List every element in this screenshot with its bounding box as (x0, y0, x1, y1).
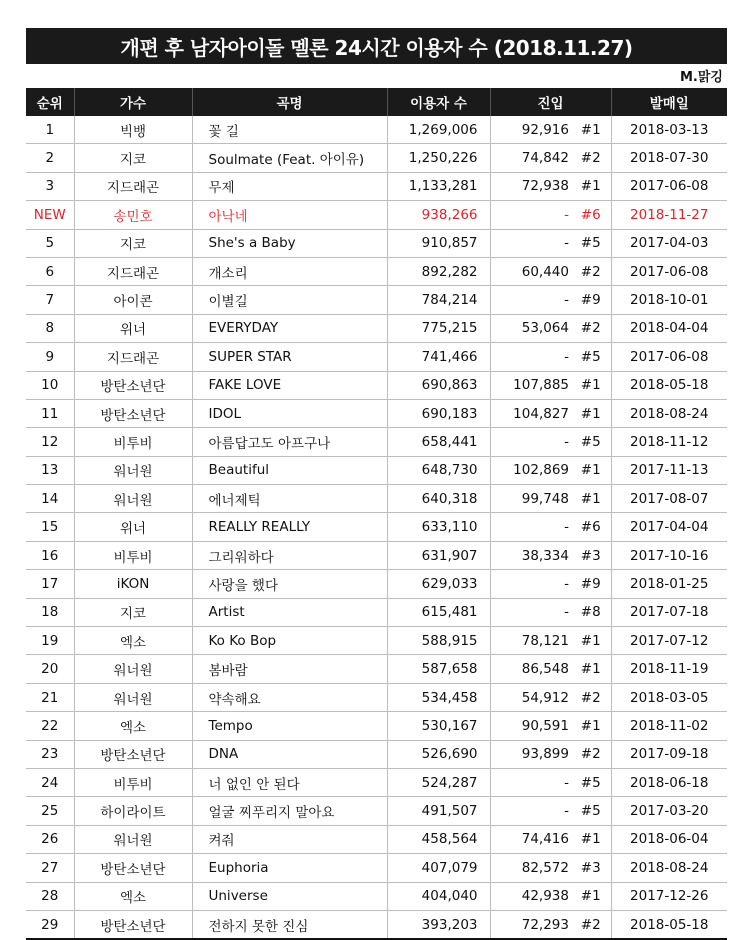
cell-artist: 위너 (74, 314, 192, 342)
cell-peak-rank: #1 (571, 172, 611, 200)
cell-rank: 9 (26, 343, 74, 371)
cell-song: 에너제틱 (192, 485, 387, 513)
cell-release-date: 2018-11-27 (611, 201, 727, 229)
cell-song: Tempo (192, 712, 387, 740)
table-row (26, 655, 727, 683)
cell-song: 사랑을 했다 (192, 570, 387, 598)
cell-song: Soulmate (Feat. 아이유) (192, 144, 387, 172)
table-header-row (26, 88, 727, 116)
cell-entry: 93,899 (490, 740, 571, 768)
cell-release-date: 2018-01-25 (611, 570, 727, 598)
cell-peak-rank: #2 (571, 314, 611, 342)
table-row (26, 683, 727, 711)
cell-artist: 비투비 (74, 768, 192, 796)
cell-entry: 107,885 (490, 371, 571, 399)
cell-artist: 비투비 (74, 541, 192, 569)
cell-rank: 27 (26, 854, 74, 882)
cell-song: 그리워하다 (192, 541, 387, 569)
cell-entry: - (490, 343, 571, 371)
cell-peak-rank: #5 (571, 428, 611, 456)
cell-artist: 송민호 (74, 201, 192, 229)
cell-artist: iKON (74, 570, 192, 598)
table-row (26, 910, 727, 939)
cell-artist: 엑소 (74, 712, 192, 740)
cell-rank: 18 (26, 598, 74, 626)
cell-rank: 2 (26, 144, 74, 172)
cell-release-date: 2017-07-12 (611, 627, 727, 655)
cell-peak-rank: #3 (571, 854, 611, 882)
cell-song: DNA (192, 740, 387, 768)
cell-release-date: 2017-06-08 (611, 257, 727, 285)
cell-users: 892,282 (387, 257, 490, 285)
cell-song: 전하지 못한 진심 (192, 910, 387, 939)
cell-artist: 엑소 (74, 882, 192, 910)
cell-users: 526,690 (387, 740, 490, 768)
cell-rank: 3 (26, 172, 74, 200)
cell-peak-rank: #1 (571, 882, 611, 910)
cell-song: EVERYDAY (192, 314, 387, 342)
cell-artist: 방탄소년단 (74, 740, 192, 768)
cell-entry: 72,938 (490, 172, 571, 200)
table-row (26, 768, 727, 796)
cell-peak-rank: #2 (571, 257, 611, 285)
cell-entry: - (490, 428, 571, 456)
cell-release-date: 2017-12-26 (611, 882, 727, 910)
cell-song: 꽃 길 (192, 116, 387, 144)
cell-entry: - (490, 201, 571, 229)
cell-peak-rank: #5 (571, 343, 611, 371)
table-row (26, 541, 727, 569)
cell-entry: 102,869 (490, 456, 571, 484)
cell-users: 775,215 (387, 314, 490, 342)
cell-release-date: 2017-08-07 (611, 485, 727, 513)
cell-rank: 26 (26, 825, 74, 853)
cell-song: She's a Baby (192, 229, 387, 257)
cell-users: 741,466 (387, 343, 490, 371)
cell-song: Euphoria (192, 854, 387, 882)
cell-artist: 지코 (74, 598, 192, 626)
cell-peak-rank: #9 (571, 286, 611, 314)
cell-users: 588,915 (387, 627, 490, 655)
cell-rank: 19 (26, 627, 74, 655)
cell-rank: 20 (26, 655, 74, 683)
cell-peak-rank: #1 (571, 116, 611, 144)
cell-artist: 방탄소년단 (74, 371, 192, 399)
cell-song: Beautiful (192, 456, 387, 484)
cell-song: IDOL (192, 399, 387, 427)
cell-artist: 워너원 (74, 683, 192, 711)
table-row (26, 627, 727, 655)
cell-rank: 13 (26, 456, 74, 484)
cell-release-date: 2018-11-12 (611, 428, 727, 456)
author-credit: M.맑깅 (680, 70, 723, 85)
header-entry: 진입 (490, 88, 611, 116)
table-row (26, 882, 727, 910)
cell-rank: 14 (26, 485, 74, 513)
table-row (26, 201, 727, 229)
cell-entry: 74,416 (490, 825, 571, 853)
cell-peak-rank: #1 (571, 825, 611, 853)
header-song: 곡명 (192, 88, 387, 116)
cell-users: 407,079 (387, 854, 490, 882)
cell-users: 910,857 (387, 229, 490, 257)
cell-users: 784,214 (387, 286, 490, 314)
cell-artist: 빅뱅 (74, 116, 192, 144)
cell-artist: 워너원 (74, 456, 192, 484)
cell-song: SUPER STAR (192, 343, 387, 371)
cell-peak-rank: #2 (571, 683, 611, 711)
cell-users: 534,458 (387, 683, 490, 711)
cell-users: 1,269,006 (387, 116, 490, 144)
cell-song: REALLY REALLY (192, 513, 387, 541)
cell-entry: 42,938 (490, 882, 571, 910)
cell-users: 658,441 (387, 428, 490, 456)
cell-peak-rank: #6 (571, 513, 611, 541)
cell-release-date: 2017-04-04 (611, 513, 727, 541)
table-row (26, 854, 727, 882)
cell-song: 아름답고도 아프구나 (192, 428, 387, 456)
cell-release-date: 2018-10-01 (611, 286, 727, 314)
cell-artist: 워너원 (74, 825, 192, 853)
cell-entry: - (490, 768, 571, 796)
cell-rank: 17 (26, 570, 74, 598)
cell-rank: NEW (26, 201, 74, 229)
header-rank: 순위 (26, 88, 74, 116)
cell-artist: 엑소 (74, 627, 192, 655)
table-row (26, 513, 727, 541)
cell-song: Ko Ko Bop (192, 627, 387, 655)
cell-users: 631,907 (387, 541, 490, 569)
cell-rank: 10 (26, 371, 74, 399)
table-row (26, 428, 727, 456)
table-row (26, 797, 727, 825)
table-row (26, 485, 727, 513)
table-row (26, 740, 727, 768)
cell-song: FAKE LOVE (192, 371, 387, 399)
cell-entry: - (490, 797, 571, 825)
cell-release-date: 2018-03-05 (611, 683, 727, 711)
header-release: 발매일 (611, 88, 727, 116)
cell-users: 393,203 (387, 910, 490, 939)
cell-song: 너 없인 안 된다 (192, 768, 387, 796)
cell-artist: 지드래곤 (74, 343, 192, 371)
cell-rank: 22 (26, 712, 74, 740)
cell-artist: 워너원 (74, 655, 192, 683)
cell-peak-rank: #1 (571, 485, 611, 513)
cell-release-date: 2018-11-02 (611, 712, 727, 740)
table-row (26, 712, 727, 740)
cell-users: 690,863 (387, 371, 490, 399)
cell-release-date: 2017-06-08 (611, 172, 727, 200)
cell-artist: 워너원 (74, 485, 192, 513)
cell-entry: 53,064 (490, 314, 571, 342)
cell-users: 640,318 (387, 485, 490, 513)
cell-peak-rank: #1 (571, 371, 611, 399)
table-row (26, 825, 727, 853)
cell-peak-rank: #2 (571, 144, 611, 172)
table-row (26, 116, 727, 144)
cell-entry: 78,121 (490, 627, 571, 655)
table-row (26, 144, 727, 172)
cell-entry: 38,334 (490, 541, 571, 569)
cell-entry: - (490, 513, 571, 541)
cell-artist: 방탄소년단 (74, 399, 192, 427)
cell-release-date: 2017-11-13 (611, 456, 727, 484)
cell-peak-rank: #1 (571, 655, 611, 683)
cell-release-date: 2017-07-18 (611, 598, 727, 626)
cell-peak-rank: #5 (571, 797, 611, 825)
cell-rank: 25 (26, 797, 74, 825)
table-row (26, 399, 727, 427)
cell-entry: 74,842 (490, 144, 571, 172)
cell-users: 587,658 (387, 655, 490, 683)
cell-entry: - (490, 598, 571, 626)
cell-users: 530,167 (387, 712, 490, 740)
cell-release-date: 2017-10-16 (611, 541, 727, 569)
cell-song: 약속해요 (192, 683, 387, 711)
cell-song: 봄바람 (192, 655, 387, 683)
cell-song: 얼굴 찌푸리지 말아요 (192, 797, 387, 825)
cell-rank: 7 (26, 286, 74, 314)
table-row (26, 172, 727, 200)
cell-release-date: 2017-03-20 (611, 797, 727, 825)
cell-artist: 지코 (74, 144, 192, 172)
cell-artist: 아이콘 (74, 286, 192, 314)
cell-rank: 6 (26, 257, 74, 285)
table-row (26, 598, 727, 626)
page-title: 개편 후 남자아이돌 멜론 24시간 이용자 수 (2018.11.27) (26, 28, 727, 64)
header-artist: 가수 (74, 88, 192, 116)
cell-peak-rank: #1 (571, 399, 611, 427)
cell-entry: 104,827 (490, 399, 571, 427)
cell-release-date: 2017-06-08 (611, 343, 727, 371)
cell-artist: 지드래곤 (74, 172, 192, 200)
cell-release-date: 2018-08-24 (611, 854, 727, 882)
cell-song: Universe (192, 882, 387, 910)
cell-rank: 24 (26, 768, 74, 796)
cell-entry: 60,440 (490, 257, 571, 285)
cell-users: 690,183 (387, 399, 490, 427)
cell-entry: - (490, 286, 571, 314)
table-row (26, 570, 727, 598)
cell-release-date: 2018-05-18 (611, 910, 727, 939)
cell-entry: 90,591 (490, 712, 571, 740)
cell-rank: 23 (26, 740, 74, 768)
cell-users: 524,287 (387, 768, 490, 796)
cell-rank: 8 (26, 314, 74, 342)
cell-users: 491,507 (387, 797, 490, 825)
cell-song: 이별길 (192, 286, 387, 314)
cell-peak-rank: #6 (571, 201, 611, 229)
cell-artist: 지드래곤 (74, 257, 192, 285)
user-count-table (26, 88, 727, 940)
cell-song: 아낙네 (192, 201, 387, 229)
cell-users: 938,266 (387, 201, 490, 229)
cell-release-date: 2018-08-24 (611, 399, 727, 427)
cell-rank: 1 (26, 116, 74, 144)
cell-artist: 위너 (74, 513, 192, 541)
cell-artist: 방탄소년단 (74, 910, 192, 939)
cell-release-date: 2017-04-03 (611, 229, 727, 257)
cell-release-date: 2018-06-04 (611, 825, 727, 853)
cell-users: 633,110 (387, 513, 490, 541)
header-users: 이용자 수 (387, 88, 490, 116)
cell-peak-rank: #2 (571, 740, 611, 768)
cell-rank: 5 (26, 229, 74, 257)
cell-users: 629,033 (387, 570, 490, 598)
cell-artist: 하이라이트 (74, 797, 192, 825)
cell-song: 켜줘 (192, 825, 387, 853)
cell-entry: 72,293 (490, 910, 571, 939)
cell-users: 1,133,281 (387, 172, 490, 200)
cell-song: Artist (192, 598, 387, 626)
cell-artist: 방탄소년단 (74, 854, 192, 882)
table-row (26, 257, 727, 285)
cell-release-date: 2018-04-04 (611, 314, 727, 342)
cell-entry: 82,572 (490, 854, 571, 882)
cell-rank: 15 (26, 513, 74, 541)
cell-song: 개소리 (192, 257, 387, 285)
cell-release-date: 2018-11-19 (611, 655, 727, 683)
cell-users: 648,730 (387, 456, 490, 484)
cell-rank: 21 (26, 683, 74, 711)
cell-artist: 비투비 (74, 428, 192, 456)
cell-release-date: 2018-07-30 (611, 144, 727, 172)
cell-peak-rank: #3 (571, 541, 611, 569)
table-row (26, 314, 727, 342)
cell-release-date: 2018-06-18 (611, 768, 727, 796)
cell-entry: 86,548 (490, 655, 571, 683)
cell-peak-rank: #2 (571, 910, 611, 939)
cell-users: 1,250,226 (387, 144, 490, 172)
cell-entry: 54,912 (490, 683, 571, 711)
cell-peak-rank: #1 (571, 627, 611, 655)
cell-peak-rank: #5 (571, 229, 611, 257)
cell-rank: 29 (26, 910, 74, 939)
cell-entry: 92,916 (490, 116, 571, 144)
cell-users: 615,481 (387, 598, 490, 626)
cell-peak-rank: #1 (571, 456, 611, 484)
cell-entry: - (490, 570, 571, 598)
cell-peak-rank: #5 (571, 768, 611, 796)
table-row (26, 343, 727, 371)
cell-rank: 28 (26, 882, 74, 910)
table-row (26, 371, 727, 399)
table-row (26, 456, 727, 484)
cell-rank: 12 (26, 428, 74, 456)
cell-entry: 99,748 (490, 485, 571, 513)
cell-users: 404,040 (387, 882, 490, 910)
cell-entry: - (490, 229, 571, 257)
cell-peak-rank: #1 (571, 712, 611, 740)
cell-peak-rank: #8 (571, 598, 611, 626)
cell-release-date: 2018-05-18 (611, 371, 727, 399)
table-row (26, 286, 727, 314)
cell-rank: 16 (26, 541, 74, 569)
cell-artist: 지코 (74, 229, 192, 257)
cell-rank: 11 (26, 399, 74, 427)
table-row (26, 229, 727, 257)
cell-release-date: 2017-09-18 (611, 740, 727, 768)
cell-release-date: 2018-03-13 (611, 116, 727, 144)
cell-users: 458,564 (387, 825, 490, 853)
cell-song: 무제 (192, 172, 387, 200)
cell-peak-rank: #9 (571, 570, 611, 598)
